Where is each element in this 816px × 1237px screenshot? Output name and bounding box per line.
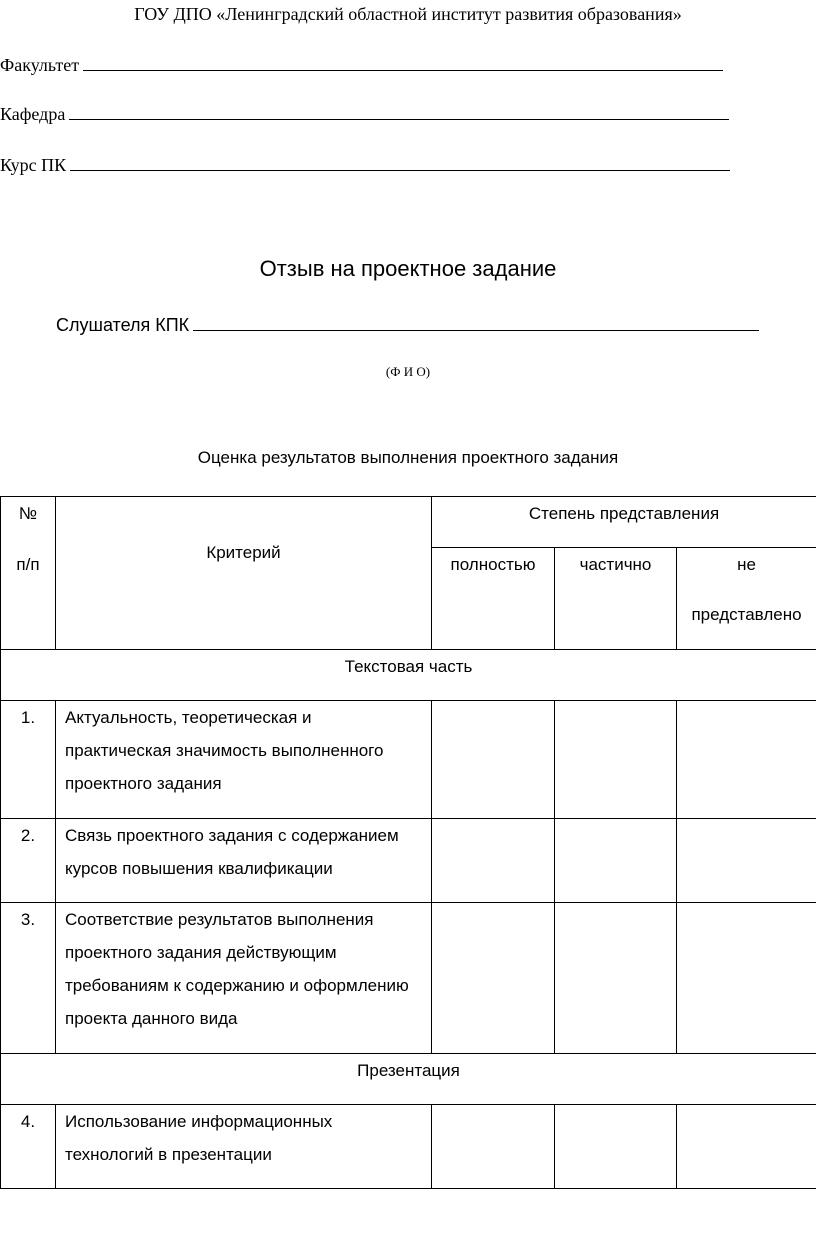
listener-line[interactable] [193, 314, 759, 331]
header-degree: Степень представления [432, 497, 816, 548]
row-2-num: 2. [1, 819, 56, 903]
fio-hint: (Ф И О) [385, 364, 431, 379]
document-title: Отзыв на проектное задание [259, 256, 557, 281]
row-3-none[interactable] [677, 903, 816, 1054]
header-partial: частично [555, 548, 677, 650]
row-4-line-2: технологий в презентации [65, 1145, 272, 1164]
section-text-part: Текстовая часть [1, 650, 816, 701]
header-criterion: Критерий [56, 497, 432, 650]
course-label: Курс ПК [0, 155, 67, 175]
row-2-criterion [56, 819, 432, 903]
row-3-partial[interactable] [555, 903, 677, 1054]
row-3-line-2: проектного задания действующим [65, 943, 337, 962]
listener-field [56, 314, 759, 336]
row-3-line-4: проекта данного вида [65, 1009, 238, 1028]
row-2-none[interactable] [677, 819, 816, 903]
row-1-num: 1. [1, 701, 56, 819]
row-1-criterion [56, 701, 432, 819]
row-2-partial[interactable] [555, 819, 677, 903]
table-title: Оценка результатов выполнения проектного задания [197, 448, 619, 467]
evaluation-table [0, 496, 816, 1189]
row-1-line-2: практическая значимость выполненного [65, 741, 384, 760]
header-num-symbol: № [18, 504, 38, 523]
row-3-criterion [56, 903, 432, 1054]
row-4-num: 4. [1, 1105, 56, 1189]
row-3-line-1: Соответствие результатов выполнения [65, 910, 374, 929]
header-none-line2: представлено [691, 605, 802, 624]
department-line[interactable] [69, 103, 729, 120]
faculty-label: Факультет [0, 55, 80, 75]
listener-label: Слушателя КПК [56, 315, 190, 335]
row-4-line-1: Использование информационных [65, 1112, 333, 1131]
row-4-none[interactable] [677, 1105, 816, 1189]
row-2-full[interactable] [432, 819, 555, 903]
row-2-line-1: Связь проектного задания с содержанием [65, 826, 399, 845]
course-field [0, 154, 730, 176]
row-1-none[interactable] [677, 701, 816, 819]
row-1-partial[interactable] [555, 701, 677, 819]
header-none [677, 548, 816, 650]
row-1-line-3: проектного задания [65, 774, 222, 793]
row-1-full[interactable] [432, 701, 555, 819]
section-presentation: Презентация [1, 1054, 816, 1105]
row-4-criterion [56, 1105, 432, 1189]
row-4-partial[interactable] [555, 1105, 677, 1189]
header-num-pp: п/п [16, 555, 40, 574]
row-3-full[interactable] [432, 903, 555, 1054]
row-1-line-1: Актуальность, теоретическая и [65, 708, 312, 727]
department-label: Кафедра [0, 104, 66, 124]
faculty-field [0, 54, 723, 76]
header-none-line1: не [737, 555, 756, 574]
department-field [0, 103, 729, 125]
faculty-line[interactable] [83, 54, 723, 71]
row-2-line-2: курсов повышения квалификации [65, 859, 333, 878]
institution-header: ГОУ ДПО «Ленинградский областной институт развития образования» [134, 4, 682, 24]
row-3-line-3: требованиям к содержанию и оформлению [65, 976, 409, 995]
header-num-cell [1, 497, 56, 650]
row-4-full[interactable] [432, 1105, 555, 1189]
row-3-num: 3. [1, 903, 56, 1054]
course-line[interactable] [70, 154, 730, 171]
header-full: полностью [432, 548, 555, 650]
